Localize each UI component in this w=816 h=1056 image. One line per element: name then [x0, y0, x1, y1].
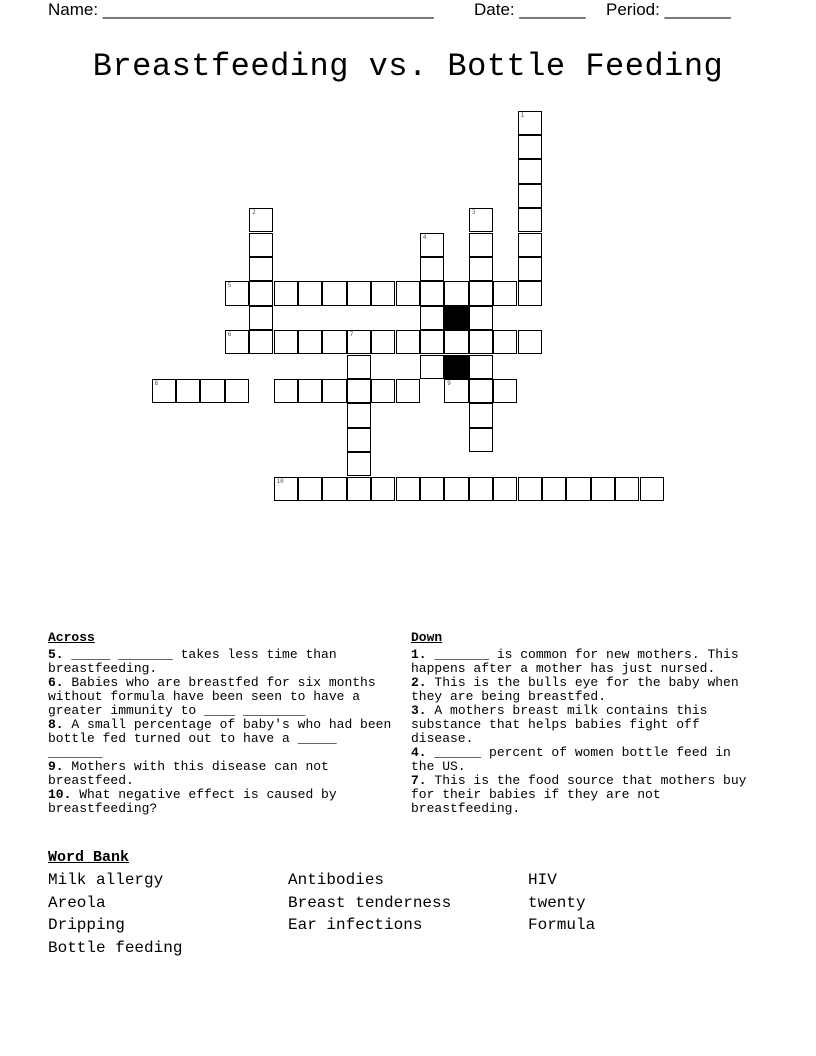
clue-number-label: 4 [422, 233, 427, 241]
crossword-cell[interactable] [274, 281, 298, 305]
clue-number-label: 7 [349, 331, 354, 339]
down-clue [411, 648, 756, 676]
crossword-cell[interactable] [518, 233, 542, 257]
crossword-cell[interactable] [225, 330, 249, 354]
down-clue-text: This is the food source that mothers buy for their babies if they are not breastfeeding. [411, 773, 747, 816]
down-clues [411, 631, 756, 816]
crossword-cell[interactable] [322, 379, 346, 403]
crossword-cell[interactable] [469, 477, 493, 501]
crossword-cell[interactable] [444, 330, 468, 354]
across-clue-number: 5. [48, 647, 64, 662]
crossword-cell[interactable] [225, 379, 249, 403]
across-clue [48, 788, 393, 816]
crossword-cell[interactable] [444, 379, 468, 403]
clue-number-label: 9 [447, 379, 451, 387]
crossword-cell[interactable] [518, 208, 542, 232]
crossword-cell[interactable] [322, 330, 346, 354]
crossword-cell[interactable] [347, 428, 371, 452]
across-clue [48, 760, 393, 788]
down-heading: Down [411, 630, 443, 645]
word-bank-word: Bottle feeding [48, 939, 183, 957]
crossword-cell[interactable] [396, 281, 420, 305]
across-clue [48, 718, 393, 760]
page-title: Breastfeeding vs. Bottle Feeding [92, 48, 724, 85]
crossword-cell[interactable] [274, 477, 298, 501]
crossword-cell[interactable] [396, 477, 420, 501]
crossword-cell[interactable] [542, 477, 566, 501]
word-bank-word: Milk allergy [48, 871, 164, 889]
crossword-cell[interactable] [371, 477, 395, 501]
clue-number-label: 3 [471, 209, 476, 217]
crossword-cell[interactable] [298, 379, 322, 403]
crossword-cell[interactable] [469, 233, 493, 257]
across-clue-text: A small percentage of baby's who had been bottle fed turned out to have a _____ _______ [48, 717, 392, 760]
clue-number-label: 2 [252, 209, 256, 217]
crossword-cell[interactable] [469, 379, 493, 403]
across-clue-text: Mothers with this disease can not breastfeed. [48, 759, 329, 788]
down-clue-number: 1. [411, 647, 427, 662]
crossword-cell[interactable] [518, 257, 542, 281]
word-bank-word: Antibodies [288, 871, 385, 889]
clue-number-label: 10 [276, 477, 284, 485]
crossword-cell[interactable] [347, 281, 371, 305]
word-bank-word: Dripping [48, 916, 125, 934]
crossword-cell[interactable] [225, 281, 249, 305]
crossword-cell[interactable] [322, 477, 346, 501]
crossword-cell[interactable] [493, 330, 517, 354]
crossword-cell[interactable] [469, 306, 493, 330]
down-clue [411, 676, 756, 704]
word-bank-word: Ear infections [288, 916, 423, 934]
across-clue-text: _____ _______ takes less time than breastfeeding. [48, 647, 337, 676]
down-clue-text: This is the bulls eye for the baby when they are being breastfed. [411, 675, 739, 704]
period-field-label: Period: _______ [606, 0, 731, 19]
crossword-cell[interactable] [444, 477, 468, 501]
down-clue [411, 746, 756, 774]
crossword-cell[interactable] [249, 257, 273, 281]
word-bank-title: Word Bank [48, 849, 130, 866]
word-bank-word: Breast tenderness [288, 894, 452, 912]
across-clue-number: 10. [48, 787, 72, 802]
crossword-cell[interactable] [469, 257, 493, 281]
crossword-cell[interactable] [298, 281, 322, 305]
down-clue-text: A mothers breast milk contains this substance that helps babies fight off disease. [411, 703, 708, 746]
crossword-cell[interactable] [420, 233, 444, 257]
crossword-cell[interactable] [493, 379, 517, 403]
crossword-cell[interactable] [615, 477, 639, 501]
crossword-cell[interactable] [420, 330, 444, 354]
across-clue-number: 8. [48, 717, 64, 732]
across-heading: Across [48, 630, 95, 645]
crossword-cell[interactable] [591, 477, 615, 501]
crossword-cell[interactable] [444, 281, 468, 305]
clue-number-label: 5 [227, 282, 232, 290]
crossword-cell[interactable] [347, 452, 371, 476]
crossword-cell[interactable] [518, 159, 542, 183]
across-clues [48, 631, 393, 816]
crossword-cell[interactable] [371, 330, 395, 354]
crossword-cell[interactable] [347, 379, 371, 403]
clue-number-label: 6 [227, 331, 232, 339]
crossword-black-cell [444, 355, 468, 379]
crossword-cell[interactable] [347, 330, 371, 354]
crossword-cell[interactable] [249, 330, 273, 354]
down-clue-number: 4. [411, 745, 427, 760]
crossword-black-cell [444, 306, 468, 330]
crossword-cell[interactable] [420, 257, 444, 281]
crossword-cell[interactable] [396, 330, 420, 354]
across-clue [48, 648, 393, 676]
crossword-cell[interactable] [371, 379, 395, 403]
word-bank-word: HIV [528, 871, 557, 889]
crossword-cell[interactable] [176, 379, 200, 403]
crossword-cell[interactable] [518, 111, 542, 135]
crossword-cell[interactable] [420, 355, 444, 379]
crossword-cell[interactable] [274, 379, 298, 403]
crossword-cell[interactable] [518, 477, 542, 501]
crossword-cell[interactable] [200, 379, 224, 403]
crossword-cell[interactable] [469, 355, 493, 379]
crossword-cell[interactable] [469, 330, 493, 354]
crossword-grid [0, 0, 816, 520]
across-clue-number: 6. [48, 675, 64, 690]
crossword-cell[interactable] [347, 403, 371, 427]
across-clue-text: What negative effect is caused by breastfeeding? [48, 787, 337, 816]
word-bank-word: twenty [528, 894, 586, 912]
across-clue-number: 9. [48, 759, 64, 774]
across-clue-text: Babies who are breastfed for six months without formula have been seen to have a greater immunity to ____ ________ [48, 675, 376, 718]
down-clue-number: 7. [411, 773, 427, 788]
crossword-cell[interactable] [298, 477, 322, 501]
crossword-cell[interactable] [396, 379, 420, 403]
crossword-cell[interactable] [420, 306, 444, 330]
crossword-cell[interactable] [298, 330, 322, 354]
down-clue [411, 774, 756, 816]
crossword-cell[interactable] [152, 379, 176, 403]
crossword-cell[interactable] [469, 208, 493, 232]
crossword-cell[interactable] [493, 477, 517, 501]
crossword-cell[interactable] [420, 477, 444, 501]
crossword-cell[interactable] [322, 281, 346, 305]
crossword-cell[interactable] [469, 281, 493, 305]
across-clue [48, 676, 393, 718]
name-field-label: Name: ___________________________________ [48, 0, 434, 19]
down-clue-text: ______ percent of women bottle feed in the US. [411, 745, 731, 774]
crossword-cell[interactable] [249, 208, 273, 232]
crossword-cell[interactable] [640, 477, 664, 501]
crossword-cell[interactable] [493, 281, 517, 305]
down-clue-number: 3. [411, 703, 427, 718]
date-field-label: Date: _______ [474, 0, 586, 19]
crossword-cell[interactable] [566, 477, 590, 501]
crossword-cell[interactable] [469, 403, 493, 427]
crossword-cell[interactable] [518, 184, 542, 208]
down-clue-number: 2. [411, 675, 427, 690]
crossword-cell[interactable] [347, 477, 371, 501]
crossword-cell[interactable] [518, 281, 542, 305]
crossword-cell[interactable] [249, 306, 273, 330]
down-clue-text: _______ is common for new mothers. This happens after a mother has just nursed. [411, 647, 739, 676]
crossword-cell[interactable] [274, 330, 298, 354]
crossword-cell[interactable] [249, 281, 273, 305]
crossword-cell[interactable] [371, 281, 395, 305]
word-bank-word: Areola [48, 894, 106, 912]
down-clue [411, 704, 756, 746]
clue-number-label: 8 [154, 379, 159, 387]
crossword-cell[interactable] [518, 330, 542, 354]
crossword-cell[interactable] [469, 428, 493, 452]
word-bank-word: Formula [528, 916, 596, 934]
clue-number-label: 1 [520, 111, 525, 119]
crossword-cell[interactable] [420, 281, 444, 305]
crossword-cell[interactable] [347, 355, 371, 379]
crossword-cell[interactable] [249, 233, 273, 257]
crossword-cell[interactable] [518, 135, 542, 159]
